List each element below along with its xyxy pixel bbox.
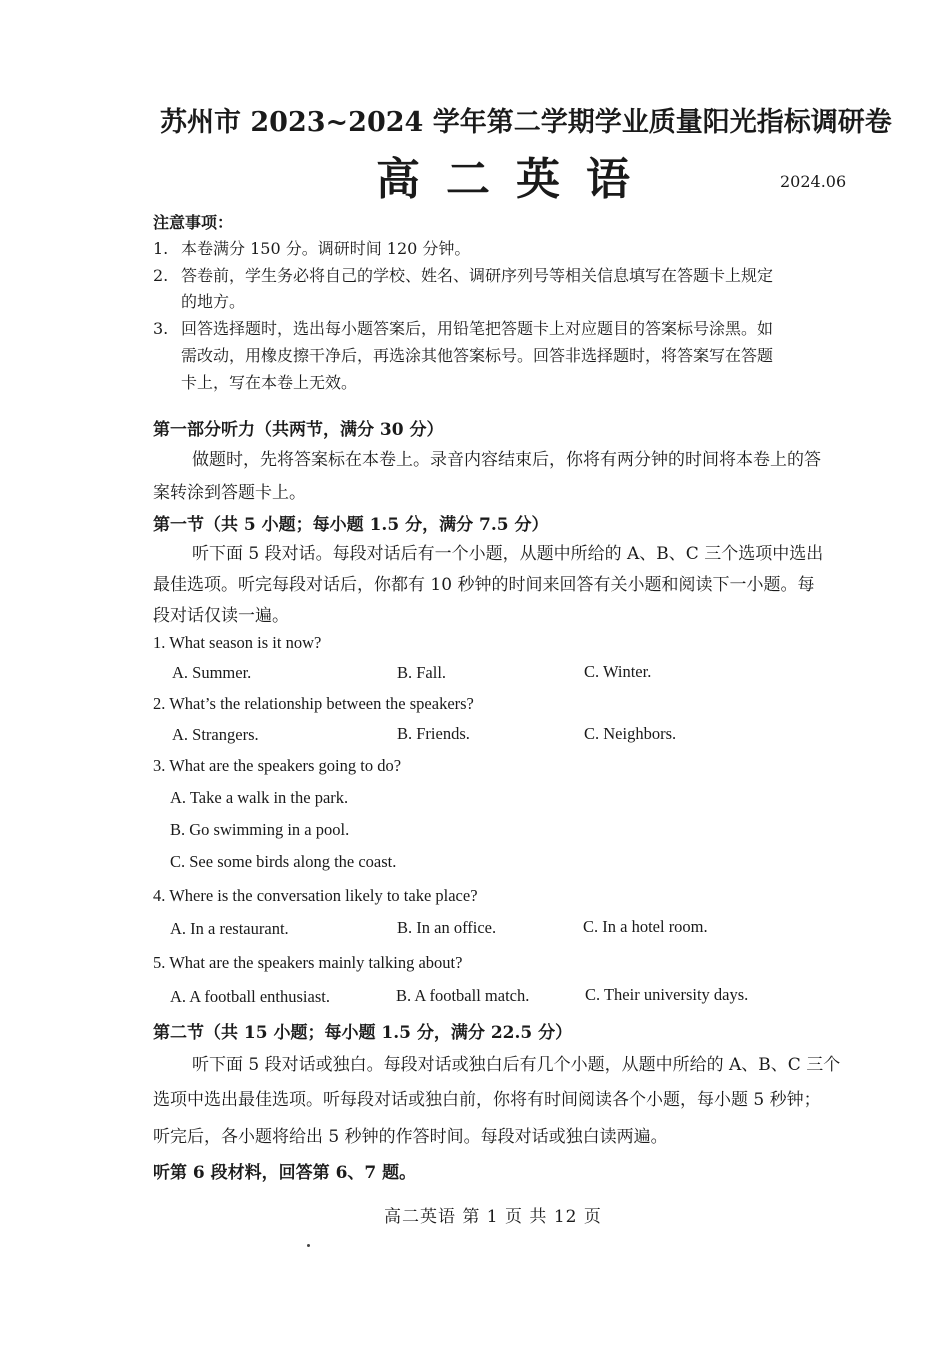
option-a: A. Summer. [172,663,252,682]
option-c: C. See some birds along the coast. [170,852,397,871]
option-b: B. Go swimming in a pool. [170,820,350,839]
note-text: 需改动，用橡皮擦干净后，再选涂其他答案标号。回答非选择题时，将答案写在答题 [181,346,774,365]
exam-title: 苏州市 2023~2024 学年第二学期学业质量阳光指标调研卷 [160,107,892,138]
note-text: 的地方。 [181,292,246,311]
option-a: A. A football enthusiast. [170,987,330,1006]
exam-date: 2024.06 [780,172,847,191]
section2-heading: 第二节（共 15 小题；每小题 1.5 分，满分 22.5 分） [153,1023,573,1043]
question: 2. What’s the relationship between the speakers? [153,694,474,713]
question: 4. Where is the conversation likely to take place? [153,886,478,905]
note-number: 2. [153,266,169,285]
section2-intro: 听下面 5 段对话或独白。每段对话或独白后有几个小题，从题中所给的 A、B、C 三个 [192,1055,841,1075]
question: 5. What are the speakers mainly talking about? [153,953,463,972]
note-item [153,236,470,259]
option-c: C. Neighbors. [584,724,677,743]
option-a: A. Strangers. [172,725,259,744]
option-b: B. Fall. [397,663,447,682]
section2-intro: 听完后，各小题将给出 5 秒钟的作答时间。每段对话或独白读两遍。 [153,1127,668,1147]
note-item [153,316,773,339]
option-c: C. In a hotel room. [583,917,708,936]
page-footer: 高二英语 第 1 页 共 12 页 [384,1207,602,1227]
option-a: A. In a restaurant. [170,919,289,938]
option-b: B. Friends. [397,724,470,743]
note-number: 1. [153,239,169,258]
note-text: 回答选择题时，选出每小题答案后，用铅笔把答题卡上对应题目的答案标号涂黑。如 [181,319,774,338]
note-text: 答卷前，学生务必将自己的学校、姓名、调研序列号等相关信息填写在答题卡上规定 [181,266,774,285]
option-b: B. A football match. [396,986,530,1005]
scan-speck [307,1244,310,1247]
question: 3. What are the speakers going to do? [153,756,402,775]
notes-heading: 注意事项： [153,213,234,232]
option-b: B. In an office. [397,918,497,937]
section1-intro: 听下面 5 段对话。每段对话后有一个小题，从题中所给的 A、B、C 三个选项中选出 [192,544,824,564]
note-item [153,263,773,286]
note-text: 本卷满分 150 分。调研时间 120 分钟。 [181,239,471,258]
option-a: A. Take a walk in the park. [170,788,349,807]
question: 1. What season is it now? [153,633,322,652]
material-instruction: 听第 6 段材料，回答第 6、7 题。 [153,1163,417,1183]
section1-intro: 段对话仅读一遍。 [153,606,289,626]
subject-title: 高二英语 [376,154,656,205]
option-c: C. Their university days. [585,985,749,1004]
section2-intro: 选项中选出最佳选项。听每段对话或独白前，你将有时间阅读各个小题，每小题 5 秒钟； [153,1090,821,1110]
part1-intro: 做题时，先将答案标在本卷上。录音内容结束后，你将有两分钟的时间将本卷上的答 [192,450,821,470]
note-text: 卡上，写在本卷上无效。 [181,373,358,392]
note-number: 3. [153,319,169,338]
section1-heading: 第一节（共 5 小题；每小题 1.5 分，满分 7.5 分） [153,515,549,535]
section1-intro: 最佳选项。听完每段对话后，你都有 10 秒钟的时间来回答有关小题和阅读下一小题。每 [153,575,815,595]
part1-heading: 第一部分听力（共两节，满分 30 分） [153,420,444,440]
option-c: C. Winter. [584,662,652,681]
part1-intro: 案转涂到答题卡上。 [153,483,306,503]
